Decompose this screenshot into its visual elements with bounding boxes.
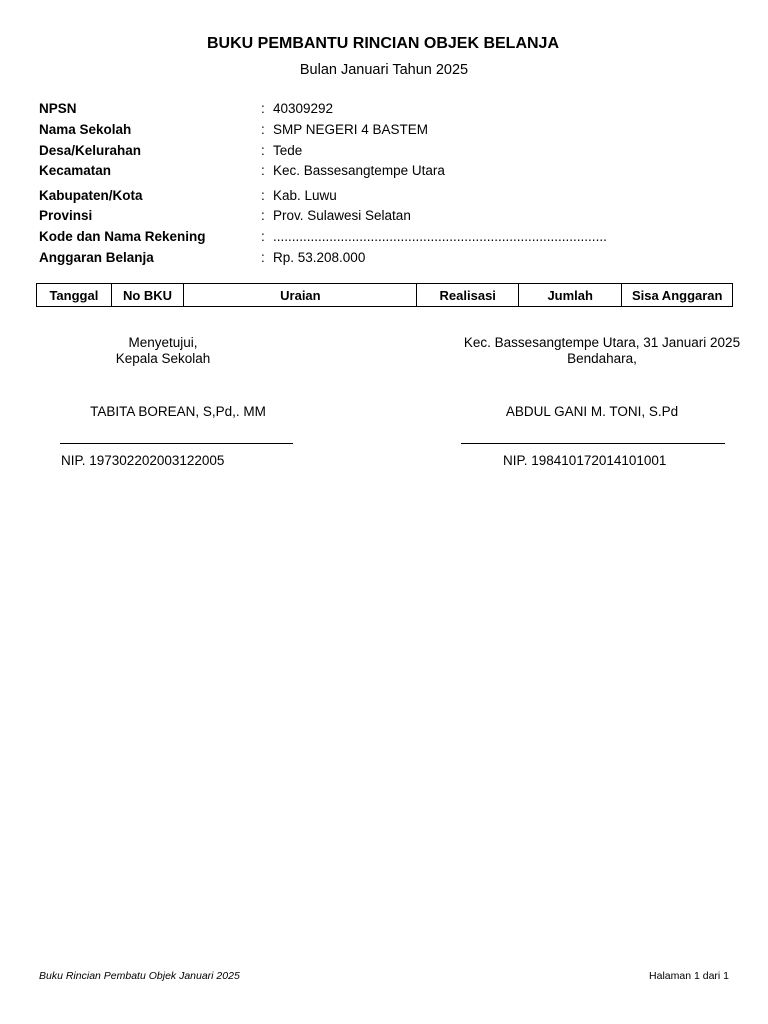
info-value: Kab. Luwu — [273, 188, 337, 203]
info-colon: : — [261, 250, 265, 265]
info-label: Nama Sekolah — [39, 122, 132, 137]
info-label: Kode dan Nama Rekening — [39, 229, 206, 244]
info-value: SMP NEGERI 4 BASTEM — [273, 122, 429, 137]
info-row-desa — [39, 143, 739, 161]
column-header-uraian: Uraian — [184, 284, 417, 307]
info-colon: : — [261, 208, 265, 223]
footer-page-number: Halaman 1 dari 1 — [649, 970, 729, 982]
ledger-table — [36, 283, 733, 307]
place-date: Kec. Bassesangtempe Utara, 31 Januari 2025 — [463, 335, 741, 350]
info-colon: : — [261, 188, 265, 203]
document-subtitle: Bulan Januari Tahun 2025 — [299, 62, 469, 78]
principal-name: TABITA BOREAN, S,Pd,. MM — [90, 404, 266, 419]
info-colon: : — [261, 122, 265, 137]
info-colon: : — [261, 101, 265, 116]
info-label: Anggaran Belanja — [39, 250, 154, 265]
column-header-tanggal: Tanggal — [37, 284, 112, 307]
column-header-jumlah: Jumlah — [519, 284, 622, 307]
info-row-kode-rekening — [39, 229, 739, 247]
info-label: Kecamatan — [39, 163, 112, 178]
info-row-kecamatan — [39, 163, 739, 181]
treasurer-name: ABDUL GANI M. TONI, S.Pd — [505, 404, 679, 419]
info-row-anggaran — [39, 250, 739, 268]
info-value: Rp. 53.208.000 — [273, 250, 366, 265]
info-value: Prov. Sulawesi Selatan — [273, 208, 411, 223]
info-row-npsn — [39, 101, 739, 119]
info-label: Kabupaten/Kota — [39, 188, 143, 203]
column-header-realisasi: Realisasi — [417, 284, 519, 307]
info-label: NPSN — [39, 101, 77, 116]
footer-document-name: Buku Rincian Pembatu Objek Januari 2025 — [39, 970, 240, 982]
column-header-sisa-anggaran: Sisa Anggaran — [622, 284, 733, 307]
info-value: Kec. Bassesangtempe Utara — [273, 163, 445, 178]
info-colon: : — [261, 143, 265, 158]
principal-nip: NIP. 197302202003122005 — [61, 453, 225, 468]
table-header-row — [37, 284, 733, 307]
info-row-nama-sekolah — [39, 122, 739, 140]
principal-title: Kepala Sekolah — [115, 351, 211, 366]
info-value: 40309292 — [273, 101, 334, 116]
info-row-provinsi — [39, 208, 739, 226]
info-colon: : — [261, 229, 265, 244]
treasurer-title: Bendahara, — [567, 351, 637, 366]
approval-label: Menyetujui, — [128, 335, 198, 350]
signature-line — [461, 443, 725, 444]
info-row-kabupaten — [39, 188, 739, 206]
info-colon: : — [261, 163, 265, 178]
treasurer-nip: NIP. 198410172014101001 — [503, 453, 667, 468]
ledger-table-header — [37, 284, 733, 307]
info-value: Tede — [273, 143, 303, 158]
info-value: ......................................................................................... — [273, 229, 607, 244]
signature-line — [60, 443, 293, 444]
info-label: Provinsi — [39, 208, 93, 223]
document-title: BUKU PEMBANTU RINCIAN OBJEK BELANJA — [206, 35, 559, 52]
column-header-no-bku: No BKU — [111, 284, 184, 307]
info-label: Desa/Kelurahan — [39, 143, 142, 158]
